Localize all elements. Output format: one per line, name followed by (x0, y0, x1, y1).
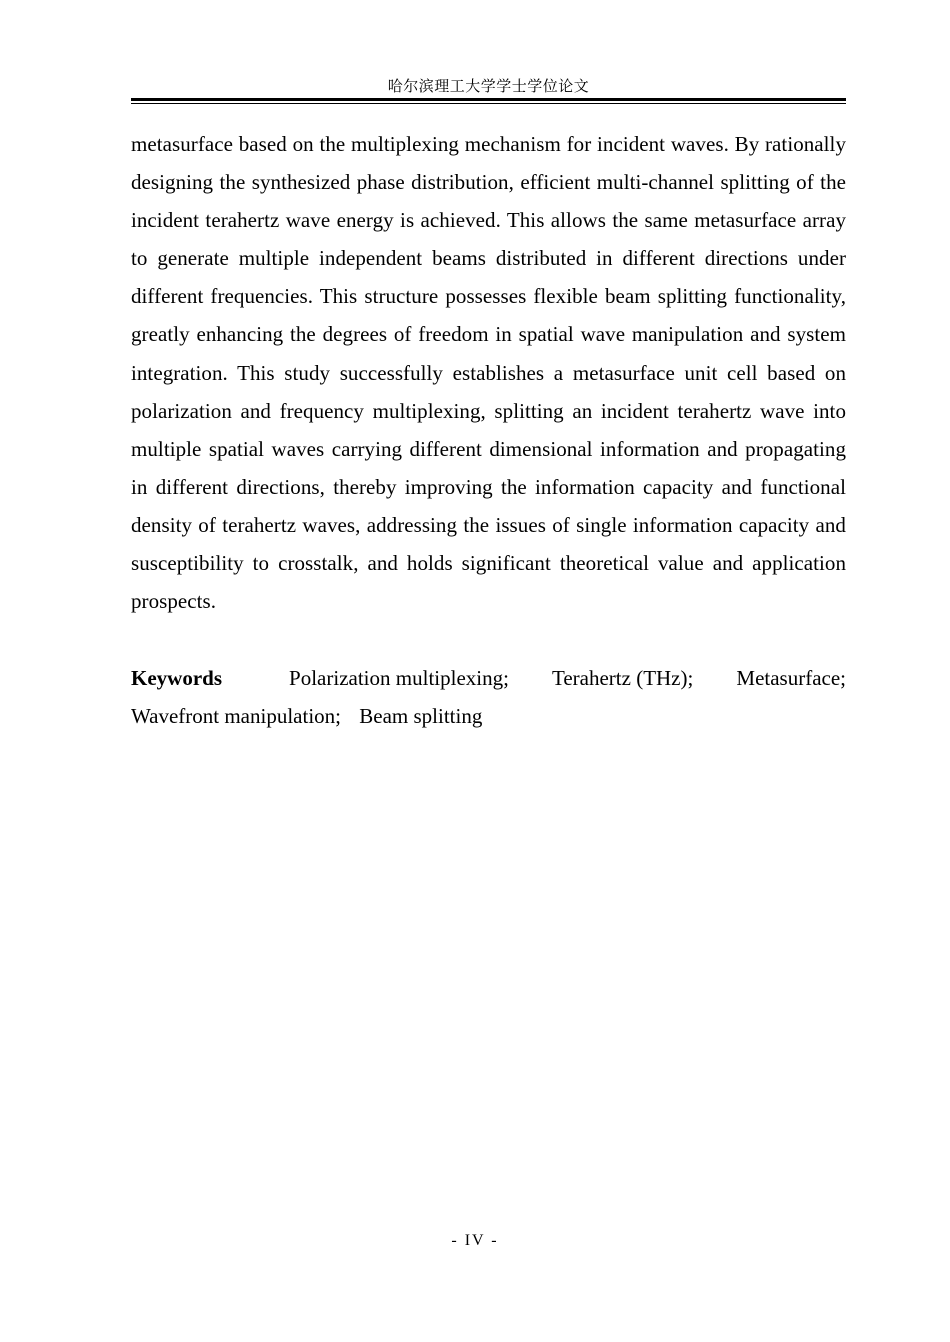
keyword-item: Wavefront manipulation; (131, 704, 341, 728)
keywords-section (131, 659, 846, 735)
keywords-label: Keywords (131, 666, 222, 690)
keywords-line-2 (131, 697, 846, 735)
keywords-line-1 (131, 659, 846, 697)
header-double-rule (131, 98, 846, 104)
keyword-item: Metasurface; (736, 666, 846, 690)
page-number: - IV - (451, 1232, 499, 1249)
keyword-item: Beam splitting (359, 704, 483, 728)
running-header: 哈尔滨理工大学学士学位论文 (387, 79, 590, 95)
abstract-paragraph: metasurface based on the multiplexing mechanism for incident waves. By rationally designing the synthesized phase distribution, efficient multi-channel splitting of the incident terahertz wave energy is achieved. This allows the same metasurface array to generate multiple independent beams distributed in different directions under different frequencies. This structure possesses flexible beam splitting functionality, greatly enhancing the degrees of freedom in spatial wave manipulation and system integration. This study successfully establishes a metasurface unit cell based on polarization and frequency multiplexing, splitting an incident terahertz wave into multiple spatial waves carrying different dimensional information and propagating in different directions, thereby improving the information capacity and functional density of terahertz waves, addressing the issues of single information capacity and susceptibility to crosstalk, and holds significant theoretical value and application prospects. (131, 132, 846, 614)
keyword-item: Polarization multiplexing; (289, 666, 509, 690)
keyword-item: Terahertz (THz); (551, 666, 694, 690)
